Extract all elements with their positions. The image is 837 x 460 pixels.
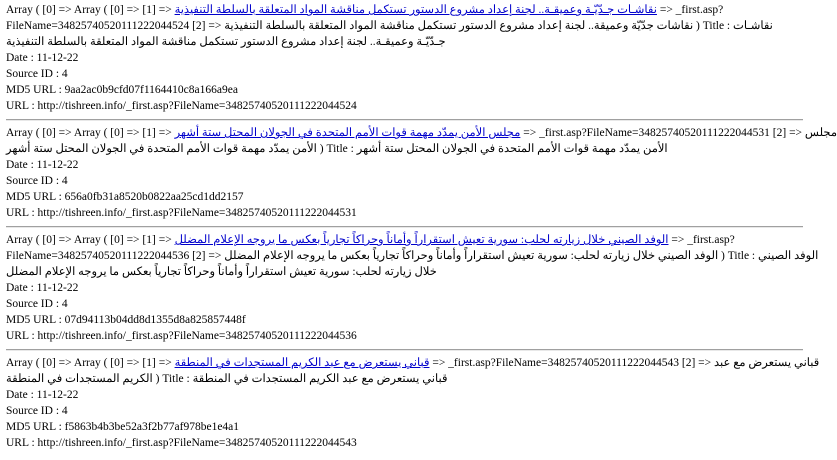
record-md5-url: MD5 URL : f5863b4b3be52a3f2b77af978be1e4a1 <box>6 421 240 433</box>
article-link[interactable]: الوفد الصيني خلال زيارته لحلب: سورية تعيش استقراراً وأماناً وحراكاً تجارياً بعكس ما يروجه الإعلام المضلل <box>174 234 669 246</box>
record-url: URL : http://tishreen.info/_first.asp?FileName=34825740520111222044543 <box>6 437 357 449</box>
article-link[interactable]: قباني يستعرض مع عبد الكريم المستجدات في المنطقة <box>174 357 430 369</box>
record-date: Date : 11-12-22 <box>6 389 79 401</box>
record-md5-url: MD5 URL : 07d94113b04dd8d1355d8a825857448f <box>6 314 246 326</box>
article-link[interactable]: نقاشـات جـدّيّـة وعميقـة.. لجنة إعداد مشروع الدستور تستكمل مناقشة المواد المتعلقة بالسلطة التنفيذية <box>174 4 657 16</box>
record-1 <box>6 2 803 114</box>
record-source-id: Source ID : 4 <box>6 68 68 80</box>
array-suffix: => _first.asp?FileName=34825740520111222044531 [2] => مجلس <box>520 127 837 139</box>
record-3 <box>6 232 819 344</box>
record-url: URL : http://tishreen.info/_first.asp?FileName=34825740520111222044536 <box>6 330 357 342</box>
record-divider <box>6 226 803 228</box>
record-date: Date : 11-12-22 <box>6 282 79 294</box>
record-4 <box>6 355 820 451</box>
article-link[interactable]: مجلس الأمن يمدّد مهمة قوات الأمم المتحدة في الجولان المحتل ستة أشهر <box>174 127 521 139</box>
record-filename-line: الأمن يمدّد مهمة قوات الأمم المتحدة في الجولان المحتل ستة أشهر ) Title : الأمن يمدّد مهمة قوات الأمم المتحدة في الجولان المحتل ستة أشهر <box>6 143 668 155</box>
array-suffix: => _first.asp? <box>656 4 724 16</box>
record-source-id: Source ID : 4 <box>6 175 68 187</box>
record-array-line <box>6 2 803 18</box>
record-array-line <box>6 125 837 141</box>
array-prefix: Array ( [0] => Array ( [0] => [1] => <box>6 4 175 16</box>
array-suffix: => _first.asp? <box>668 234 735 246</box>
record-url: URL : http://tishreen.info/_first.asp?FileName=34825740520111222044531 <box>6 207 357 219</box>
record-array-line <box>6 355 820 371</box>
array-prefix: Array ( [0] => Array ( [0] => [1] => <box>6 234 175 246</box>
record-divider <box>6 349 803 351</box>
record-md5-url: MD5 URL : 656a0fb31a8520b0822aa25cd1dd2157 <box>6 191 244 203</box>
record-2 <box>6 125 837 221</box>
record-url: URL : http://tishreen.info/_first.asp?FileName=34825740520111222044524 <box>6 100 357 112</box>
record-filename-line: FileName=34825740520111222044524 [2] => نقاشات جدّيّة وعميقة.. لجنة إعداد مشروع الدستور تستكمل مناقشة المواد المتعلقة بالسلطة التنفيذية ) Title : نقاشـات <box>6 20 773 32</box>
array-suffix: => _first.asp?FileName=34825740520111222044543 [2] => قباني يستعرض مع عبد <box>429 357 820 369</box>
record-date: Date : 11-12-22 <box>6 52 79 64</box>
record-array-line <box>6 232 803 248</box>
record-title-continuation: خلال زيارته لحلب: سورية تعيش استقراراً وأماناً وحراكاً تجارياً بعكس ما يروجه الإعلام المضلل <box>6 266 437 278</box>
array-prefix: Array ( [0] => Array ( [0] => [1] => <box>6 127 175 139</box>
record-title-continuation: جـدّيّـة وعميقـة.. لجنة إعداد مشروع الدستور تستكمل مناقشة المواد المتعلقة بالسلطة التنفيذية <box>6 36 446 48</box>
record-divider <box>6 119 803 121</box>
record-source-id: Source ID : 4 <box>6 298 68 310</box>
array-prefix: Array ( [0] => Array ( [0] => [1] => <box>6 357 175 369</box>
record-filename-line: الكريم المستجدات في المنطقة ) Title : قباني يستعرض مع عبد الكريم المستجدات في المنطقة <box>6 373 448 385</box>
record-source-id: Source ID : 4 <box>6 405 68 417</box>
record-md5-url: MD5 URL : 9aa2ac0b9cfd07f1164410c8a166a9ea <box>6 84 238 96</box>
record-date: Date : 11-12-22 <box>6 159 79 171</box>
record-filename-line: FileName=34825740520111222044536 [2] => الوفد الصيني خلال زيارته لحلب: سورية تعيش استقراراً وأماناً وحراكاً تجارياً بعكس ما يروجه الإعلام المضلل ) Title : الوفد الصيني <box>6 250 819 262</box>
